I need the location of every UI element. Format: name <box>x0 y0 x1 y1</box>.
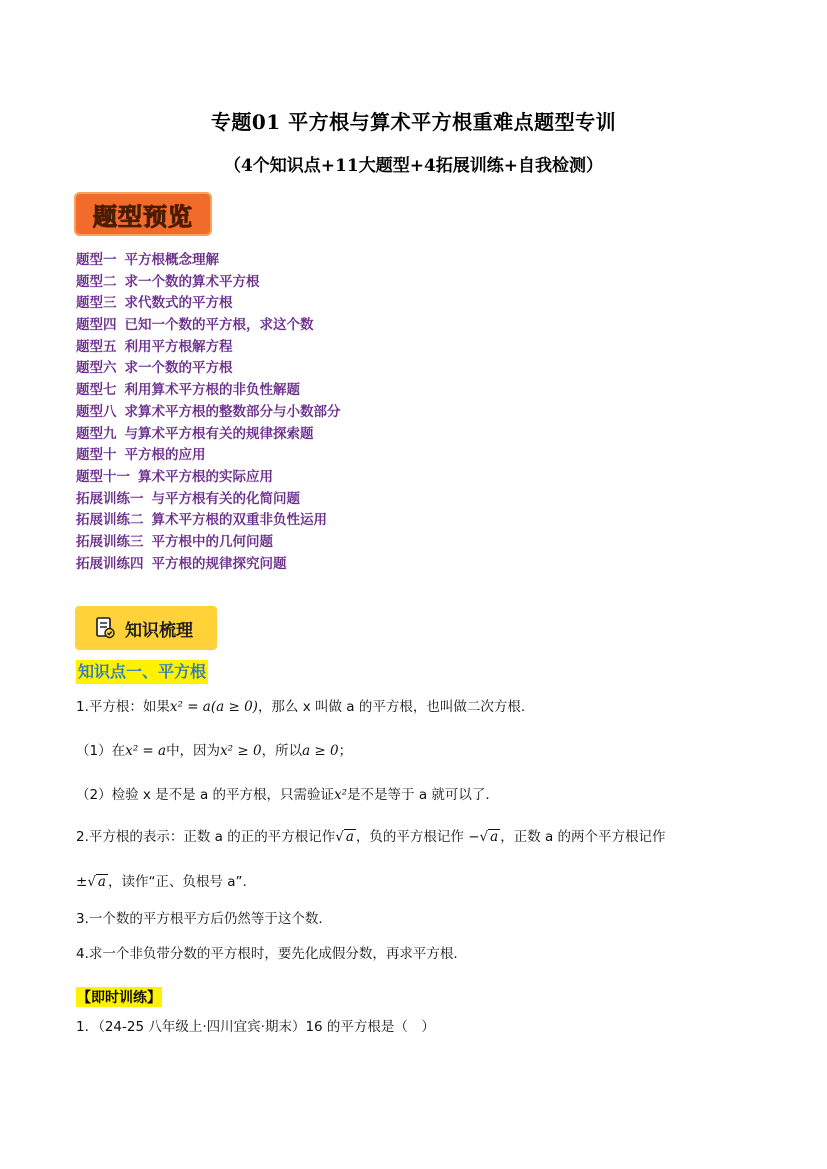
topic-label: 题型七 <box>76 382 117 399</box>
sqrt-expression: √ a <box>335 829 354 845</box>
note-1-line <box>76 739 352 759</box>
definition-line <box>76 695 525 715</box>
radicand: a <box>490 829 499 845</box>
topic-item[interactable] <box>76 380 341 402</box>
note-2-line <box>76 783 490 803</box>
text-segment: ，所以 <box>261 743 303 759</box>
topic-item[interactable] <box>76 337 341 359</box>
topic-text: 平方根中的几何问题 <box>151 533 273 550</box>
radicand: a <box>345 829 354 845</box>
topic-label: 题型三 <box>76 295 117 312</box>
page-title: 专题01 平方根与算术平方根重难点题型专训 <box>210 110 617 134</box>
topic-label: 拓展训练四 <box>76 555 144 572</box>
topic-label: 题型八 <box>76 403 117 420</box>
topic-label: 拓展训练二 <box>76 512 144 529</box>
topic-label: 拓展训练一 <box>76 490 144 507</box>
knowledge-point-title: 知识点一、平方根 <box>76 660 208 684</box>
text-segment: ； <box>338 743 353 759</box>
math-expression: x² <box>334 787 348 803</box>
knowledge-badge <box>75 606 217 650</box>
topic-item[interactable] <box>76 489 341 511</box>
text-segment: （1）在 <box>76 743 126 759</box>
knowledge-badge-label: 知识梳理 <box>125 620 193 641</box>
text-segment: ，那么 x 叫做 a 的平方根，也叫做二次方根. <box>257 699 526 715</box>
topic-item[interactable] <box>76 250 341 272</box>
topic-text: 求算术平方根的整数部分与小数部分 <box>124 403 341 420</box>
math-expression: x² = a(a ≥ 0) <box>169 699 258 715</box>
topic-label: 题型一 <box>76 252 117 268</box>
topic-text: 利用算术平方根的非负性解题 <box>124 382 300 399</box>
question-1: 1．（24-25 八年级上·四川宜宾·期末）16 的平方根是（ ） <box>76 1019 435 1035</box>
property-line: 3.一个数的平方根平方后仍然等于这个数. <box>76 911 323 927</box>
topic-text: 与平方根有关的化简问题 <box>151 490 300 507</box>
math-expression: a ≥ 0 <box>302 743 339 759</box>
topic-item[interactable] <box>76 445 341 467</box>
topic-item[interactable] <box>76 510 341 532</box>
notation-line <box>76 825 666 845</box>
topic-item[interactable] <box>76 272 341 294</box>
plus-minus-sign: ± <box>76 874 88 890</box>
topic-item[interactable] <box>76 532 341 554</box>
topic-text: 算术平方根的实际应用 <box>138 468 273 485</box>
topic-text: 平方根的应用 <box>124 447 206 464</box>
topic-text: 求代数式的平方根 <box>124 295 233 312</box>
topic-item[interactable] <box>76 358 341 380</box>
topic-label: 题型五 <box>76 338 117 355</box>
preview-badge-label: 题型预览 <box>93 202 193 231</box>
topic-item[interactable] <box>76 315 341 337</box>
topic-item[interactable] <box>76 293 341 315</box>
document-check-icon <box>95 617 115 639</box>
text-segment: ，负的平方根记作 − <box>355 829 480 845</box>
math-expression: x² = a <box>125 743 167 759</box>
sqrt-expression: √ a <box>87 874 106 890</box>
topic-list <box>76 250 341 575</box>
text-segment: 是不是等于 a 就可以了. <box>347 787 490 803</box>
topic-text: 求一个数的算术平方根 <box>124 273 260 290</box>
text-segment: ，正数 a 的两个平方根记作 <box>500 829 666 845</box>
topic-text: 已知一个数的平方根，求这个数 <box>124 317 314 334</box>
drill-label: 【即时训练】 <box>76 987 162 1007</box>
topic-label: 题型二 <box>76 273 117 290</box>
page-subtitle: （4个知识点+11大题型+4拓展训练+自我检测） <box>223 156 604 176</box>
preview-badge <box>74 192 212 236</box>
topic-text: 求一个数的平方根 <box>124 360 233 377</box>
text-segment: ，读作“正、负根号 a”. <box>107 874 247 890</box>
radicand: a <box>97 874 106 890</box>
topic-text: 平方根概念理解 <box>124 252 219 268</box>
topic-item[interactable] <box>76 554 341 576</box>
sqrt-expression: √ a <box>479 829 499 845</box>
math-expression: x² ≥ 0 <box>220 743 262 759</box>
topic-label: 拓展训练三 <box>76 533 144 550</box>
topic-item[interactable] <box>76 424 341 446</box>
topic-text: 平方根的规律探究问题 <box>151 555 287 572</box>
topic-label: 题型六 <box>76 360 117 377</box>
topic-label: 题型九 <box>76 425 117 442</box>
topic-text: 利用平方根解方程 <box>124 338 233 355</box>
text-segment: 中，因为 <box>166 743 221 759</box>
topic-text: 算术平方根的双重非负性运用 <box>151 512 327 529</box>
topic-label: 题型十 <box>76 447 117 464</box>
topic-label: 题型四 <box>76 317 117 334</box>
topic-label: 题型十一 <box>76 468 130 485</box>
text-segment: （2）检验 x 是不是 a 的平方根，只需验证 <box>76 787 335 803</box>
text-segment: 1.平方根：如果 <box>76 699 170 715</box>
topic-text: 与算术平方根有关的规律探索题 <box>124 425 314 442</box>
text-segment: 2.平方根的表示：正数 a 的正的平方根记作 <box>76 829 336 845</box>
mixed-number-line: 4.求一个非负带分数的平方根时，要先化成假分数，再求平方根. <box>76 946 458 962</box>
notation-line-2 <box>76 870 247 890</box>
topic-item[interactable] <box>76 402 341 424</box>
topic-item[interactable] <box>76 467 341 489</box>
